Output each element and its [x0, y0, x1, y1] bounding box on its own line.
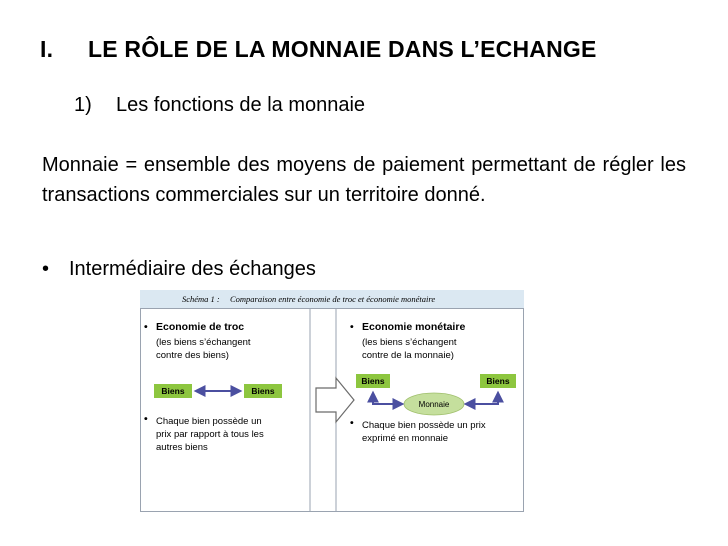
- troc-box-right-label: Biens: [251, 386, 275, 396]
- troc-sub-2: contre des biens): [156, 350, 229, 361]
- heading-number: I.: [40, 36, 54, 62]
- troc-box-left-label: Biens: [161, 386, 185, 396]
- subheading-number: 1): [74, 94, 92, 116]
- bullet-item: [42, 258, 316, 281]
- monetaire-note-1: Chaque bien possède un prix: [362, 420, 486, 431]
- monetaire-sub-2: contre de la monnaie): [362, 350, 454, 361]
- troc-note-2: prix par rapport à tous les: [156, 429, 264, 440]
- monetaire-arrow-right: [466, 393, 498, 404]
- monetaire-sub-1: (les biens s’échangent: [362, 337, 457, 348]
- transition-arrow: [316, 378, 354, 422]
- bullet-text: Intermédiaire des échanges: [69, 258, 316, 280]
- main-heading: [40, 36, 597, 63]
- monetaire-box-left-label: Biens: [361, 376, 385, 386]
- left-bullet: •: [144, 321, 148, 333]
- subheading: [74, 94, 365, 117]
- schema-title: Comparaison entre économie de troc et économie monétaire: [230, 294, 436, 304]
- schema-title-prefix: Schéma 1 :: [182, 294, 220, 304]
- right-bullet: •: [350, 321, 354, 333]
- comparison-diagram: [140, 290, 524, 512]
- monetaire-note-2: exprimé en monnaie: [362, 433, 449, 444]
- troc-note-3: autres biens: [156, 442, 208, 453]
- monetaire-arrow-left: [373, 393, 402, 404]
- heading-text: LE RÔLE DE LA MONNAIE DANS L’ECHANGE: [88, 36, 597, 62]
- monetaire-title: Economie monétaire: [362, 321, 466, 333]
- troc-note-1: Chaque bien possède un: [156, 416, 262, 427]
- definition-paragraph: Monnaie = ensemble des moyens de paiement permettant de régler les transactions commerciales sur un territoire donné.: [42, 154, 686, 206]
- monnaie-label: Monnaie: [418, 400, 450, 409]
- subheading-text: Les fonctions de la monnaie: [116, 94, 366, 116]
- monetaire-box-right-label: Biens: [486, 376, 510, 386]
- left-bullet-2: •: [144, 413, 148, 425]
- troc-title: Economie de troc: [156, 321, 245, 333]
- bullet-symbol: •: [42, 258, 50, 280]
- troc-sub-1: (les biens s’échangent: [156, 337, 251, 348]
- right-bullet-2: •: [350, 417, 354, 429]
